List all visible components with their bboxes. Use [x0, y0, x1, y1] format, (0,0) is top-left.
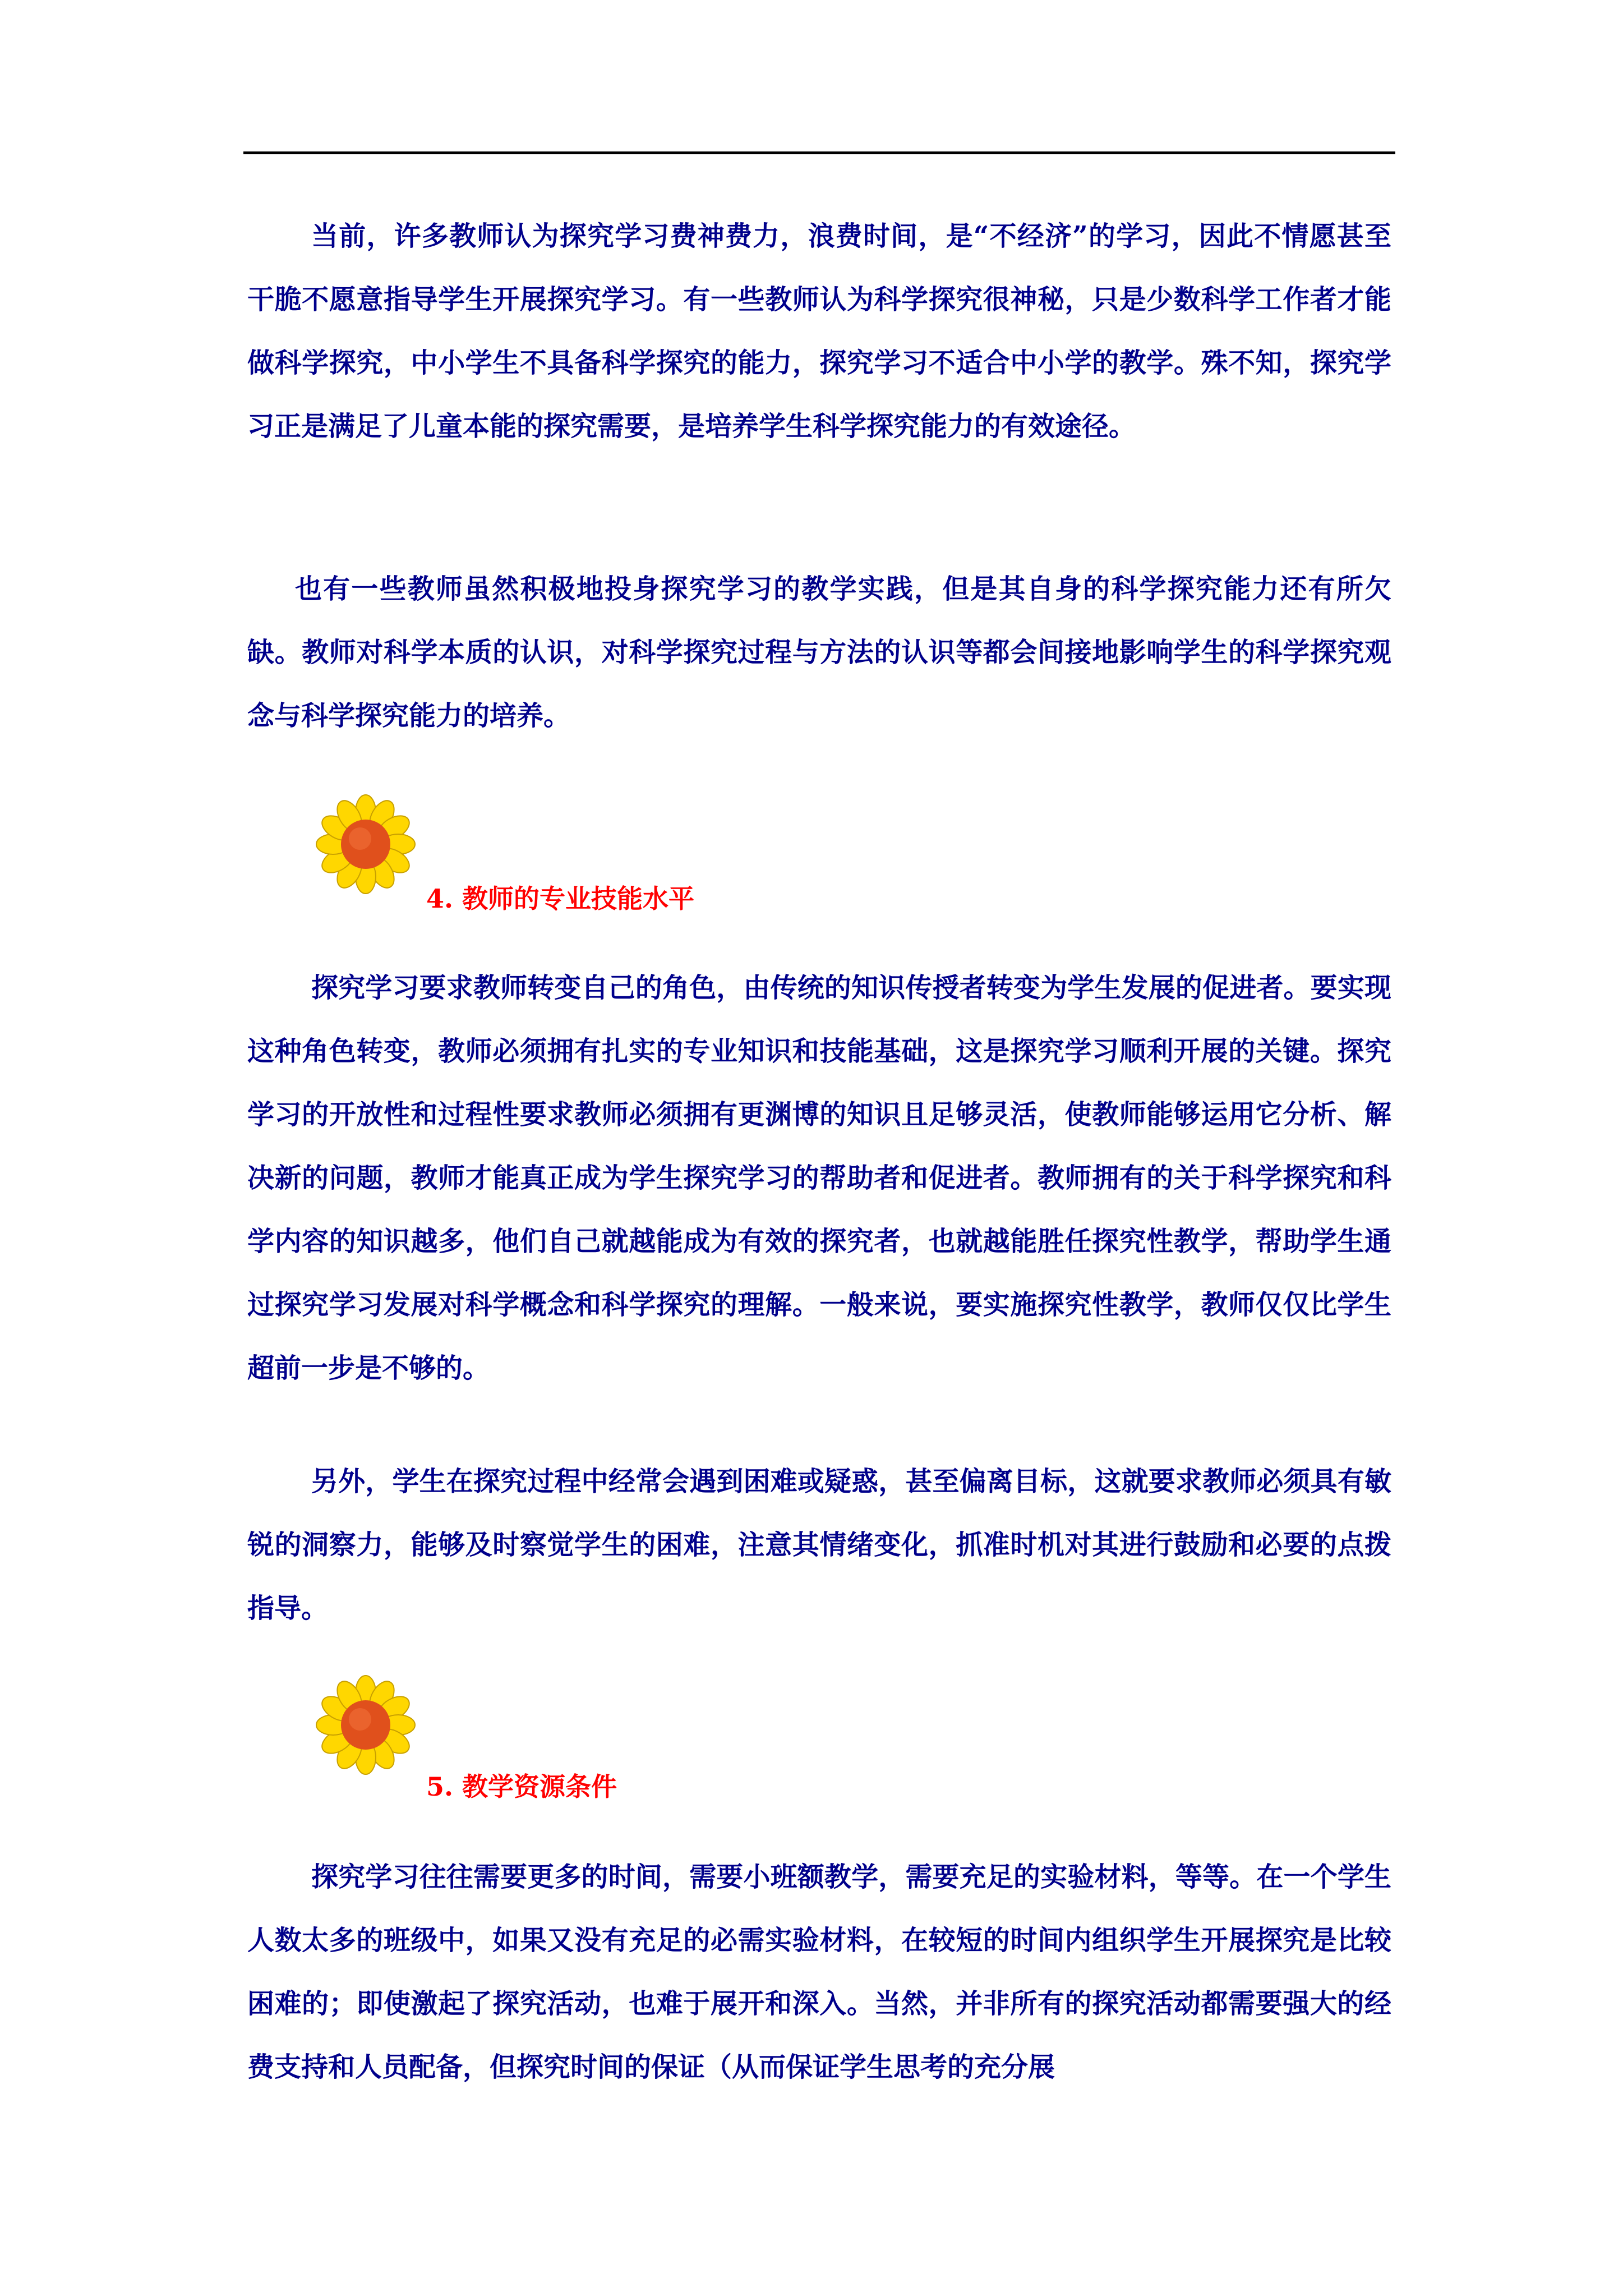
paragraph-3: 探究学习要求教师转变自己的角色，由传统的知识传授者转变为学生发展的促进者。要实现这种角色转变，教师必须拥有扎实的专业知识和技能基础，这是探究学习顺利开展的关键。探究学习的开放性和过程性要求教师必须拥有更渊博的知识且足够灵活，使教师能够运用它分析、解决新的问题，教师才能真正成为学生探究学习的帮助者和促进者。教师拥有的关于科学探究和科学内容的知识越多，他们自己就越能成为有效的探究者，也就越能胜任探究性教学，帮助学生通过探究学习发展对科学概念和科学探究的理解。一般来说，要实施探究性教学，教师仅仅比学生超前一步是不够的。	[247, 972, 1391, 1384]
paragraph-4: 另外，学生在探究过程中经常会遇到困难或疑惑，甚至偏离目标，这就要求教师必须具有敏锐的洞察力，能够及时察觉学生的困难，注意其情绪变化，抓准时机对其进行鼓励和必要的点拨指导。	[247, 1466, 1391, 1624]
header-rule	[243, 151, 1395, 154]
paragraph-1: 当前，许多教师认为探究学习费神费力，浪费时间，是“不经济”的学习，因此不情愿甚至干脆不愿意指导学生开展探究学习。有一些教师认为科学探究很神秘，只是少数科学工作者才能做科学探究，中小学生不具备科学探究的能力，探究学习不适合中小学的教学。殊不知，探究学习正是满足了儿童本能的探究需要，是培养学生科学探究能力的有效途径。	[247, 220, 1391, 442]
paragraph-5: 探究学习往往需要更多的时间，需要小班额教学，需要充足的实验材料，等等。在一个学生人数太多的班级中，如果又没有充足的必需实验材料，在较短的时间内组织学生开展探究是比较困难的；即使激起了探究活动，也难于展开和深入。当然，并非所有的探究活动都需要强大的经费支持和人员配备，但探究时间的保证（从而保证学生思考的充分展	[247, 1861, 1391, 2083]
paragraph-2: 也有一些教师虽然积极地投身探究学习的教学实践，但是其自身的科学探究能力还有所欠缺。教师对科学本质的认识，对科学探究过程与方法的认识等都会间接地影响学生的科学探究观念与科学探究能力的培养。	[247, 573, 1391, 731]
section-heading-4: 4. 教师的专业技能水平	[426, 884, 695, 914]
section-heading-5: 5. 教学资源条件	[426, 1772, 617, 1802]
sunflower-icon	[310, 794, 422, 895]
sunflower-icon	[310, 1674, 422, 1775]
